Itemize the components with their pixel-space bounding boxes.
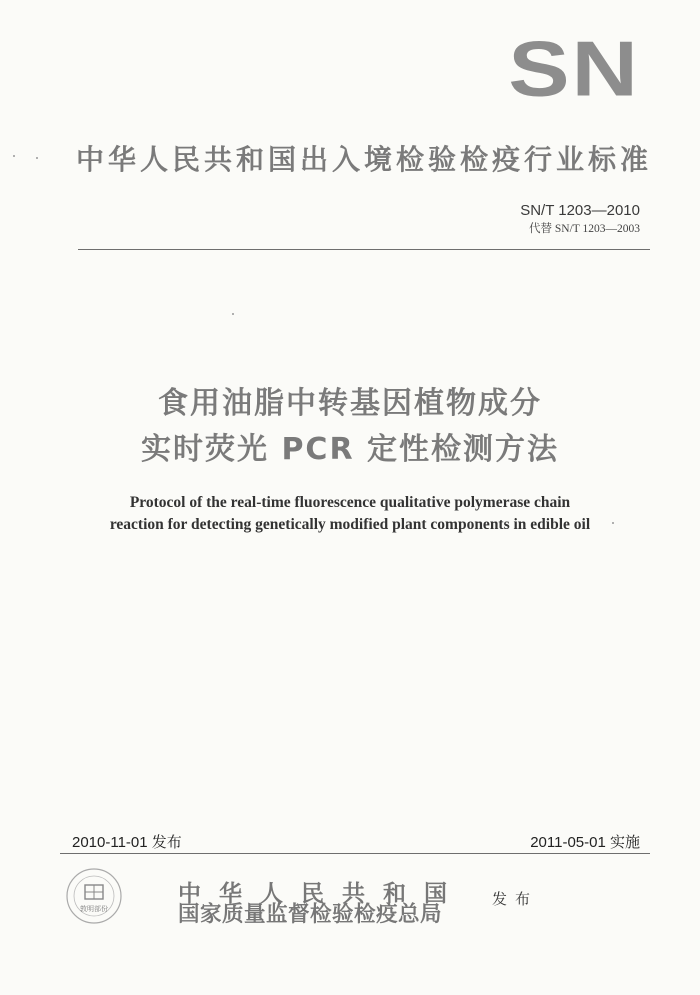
replaces-standard: 代替 SN/T 1203—2003	[529, 223, 640, 235]
scan-speck	[36, 157, 38, 159]
top-divider	[78, 249, 650, 250]
issue-date: 2010-11-01 发布	[72, 834, 182, 851]
bottom-divider	[60, 853, 650, 854]
chinese-title-line-1: 食用油脂中转基因植物成分	[158, 386, 542, 421]
issuer-line-1: 中华人民共和国	[178, 880, 465, 907]
scan-speck	[232, 313, 234, 315]
standard-code: SN/T 1203—2010	[520, 202, 640, 219]
publish-label: 发布	[492, 890, 539, 908]
scan-speck	[13, 155, 15, 157]
english-title-line-1: Protocol of the real-time fluorescence qualitative polymerase chain	[129, 494, 571, 511]
english-title-line-2: reaction for detecting genetically modified plant components in edible oil	[109, 516, 591, 533]
seal-text: 敦明部份	[80, 905, 108, 913]
implementation-date: 2011-05-01 实施	[530, 834, 640, 851]
organization-title: 中华人民共和国出入境检验检疫行业标准	[76, 143, 653, 176]
sn-logo: SN	[508, 25, 640, 113]
issuer-seal-icon	[62, 866, 126, 926]
chinese-title-line-2: 实时荧光 PCR 定性检测方法	[141, 432, 559, 467]
scan-speck	[612, 522, 614, 524]
issuer-line-2: 国家质量监督检验检疫总局	[178, 902, 443, 927]
